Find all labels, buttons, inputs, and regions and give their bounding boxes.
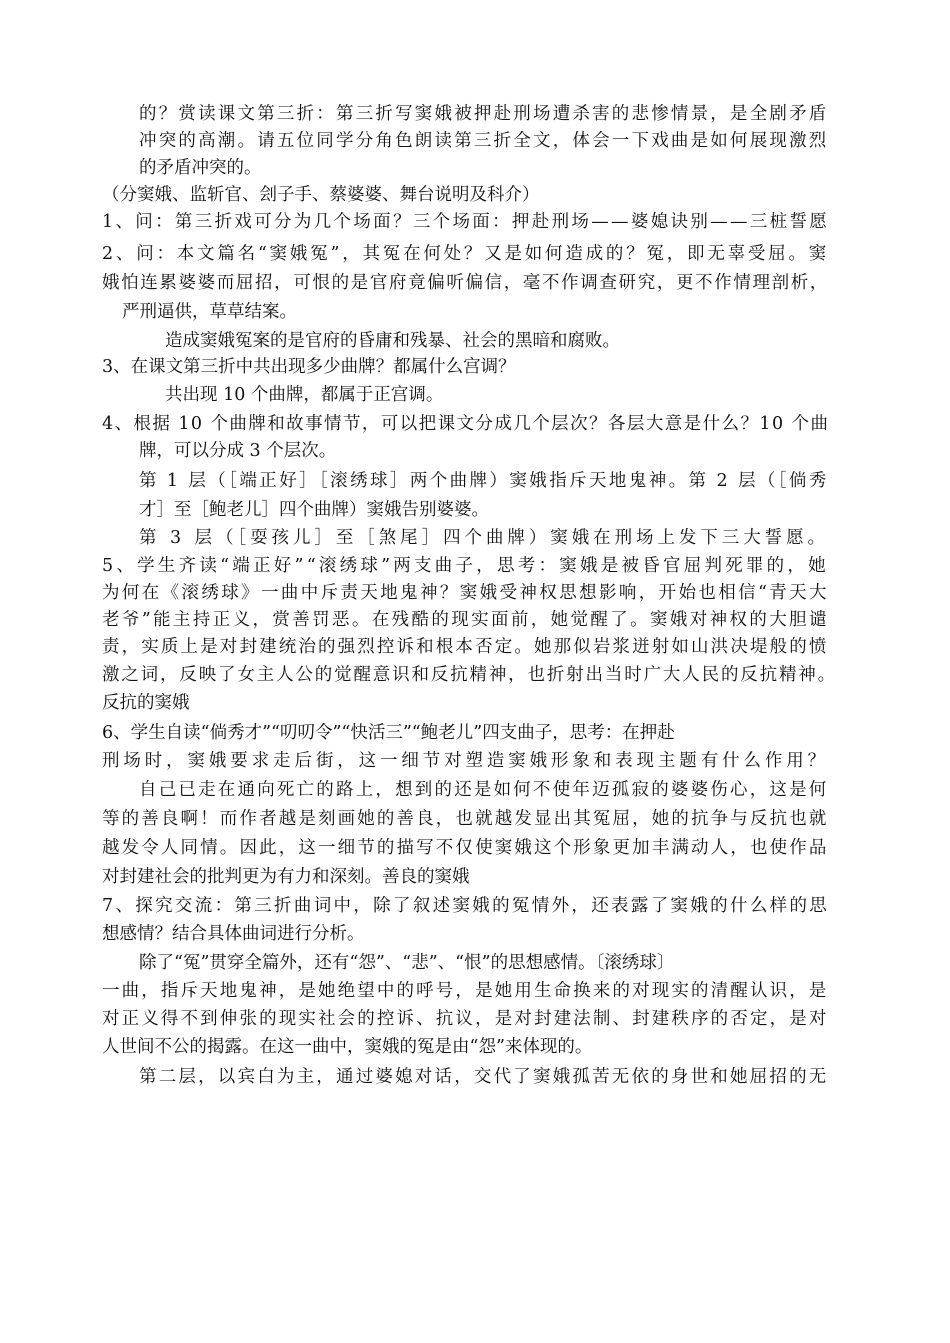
text-line: 对封建社会的批判更为有力和深刻。善良的窦娥 (102, 867, 470, 887)
text-line: 第 3 层（［耍孩儿］至［煞尾］四个曲牌）窦娥在刑场上发下三大誓愿。 (139, 528, 830, 548)
text-line: 等的善良啊！而作者越是刻画她的善良，也就越发显出其冤屈，她的抗争与反抗也就 (102, 809, 829, 829)
text-line: 才］至［鲍老儿］四个曲牌）窦娥告别婆婆。 (139, 500, 489, 520)
text-line: （分窦娥、监斩官、刽子手、蔡婆婆、舞台说明及科介） (102, 185, 540, 205)
text-line: 牌，可以分成 3 个层次。 (139, 441, 337, 461)
text-line: 共出现 10 个曲牌，都属于正宫调。 (165, 385, 444, 405)
text-line: 第 1 层（［端正好］［滚绣球］两个曲牌）窦娥指斥天地鬼神。第 2 层（［倘秀 (139, 471, 829, 491)
text-line: 老爷”能主持正义，赏善罚恶。在残酷的现实面前，她觉醒了。窦娥对神权的大胆谴 (102, 610, 829, 630)
text-line: 反抗的窦娥 (102, 693, 190, 713)
text-line: 4、根据 10 个曲牌和故事情节，可以把课文分成几个层次？各层大意是什么？10 个曲 (102, 414, 830, 434)
text-line: 造成窦娥冤案的是官府的昏庸和残暴、社会的黑暗和腐败。 (165, 331, 620, 351)
text-line: 人世间不公的揭露。在这一曲中，窦娥的冤是由“怨”来体现的。 (102, 1037, 593, 1057)
text-line: 为何在《滚绣球》一曲中斥责天地鬼神？窦娥受神权思想影响，开始也相信“青天大 (102, 583, 829, 603)
text-line: 娥怕连累婆婆而屈招，可恨的是官府竟偏听偏信，毫不作调查研究，更不作情理剖析， (102, 273, 830, 293)
text-line: 责，实质上是对封建统治的强烈控诉和根本否定。她那似岩浆迸射如山洪决堤般的愤 (102, 637, 829, 657)
text-line: 越发令人同情。因此，这一细节的描写不仅使窦娥这个形象更加丰满动人，也使作品 (102, 838, 829, 858)
text-line: 6、学生自读“倘秀才”“叨叨令”“快活三”“鲍老儿”四支曲子，思考：在押赴 (102, 723, 675, 743)
text-line: 5、学生齐读“端正好”“滚绣球”两支曲子，思考：窦娥是被昏官屈判死罪的，她 (102, 556, 829, 576)
text-line: 7、探究交流：第三折曲词中，除了叙述窦娥的冤情外，还表露了窦娥的什么样的思 (102, 896, 830, 916)
text-line: 刑场时，窦娥要求走后街，这一细节对塑造窦娥形象和表现主题有什么作用？ (102, 751, 829, 771)
text-line: 的矛盾冲突的。 (139, 158, 262, 178)
text-line: 第二层，以宾白为主，通过婆媳对话，交代了窦娥孤苦无依的身世和她屈招的无 (139, 1067, 829, 1087)
text-line: 2、问：本文篇名“窦娥冤”，其冤在何处？又是如何造成的？冤，即无辜受屈。窦 (102, 244, 830, 264)
text-line: 对正义得不到伸张的现实社会的控诉、抗议，是对封建法制、封建秩序的否定，是对 (102, 1009, 829, 1029)
text-line: 冲突的高潮。请五位同学分角色朗读第三折全文，体会一下戏曲是如何展现激烈 (139, 131, 829, 151)
text-line: 严刑逼供，草草结案。 (122, 302, 297, 322)
text-line: 自己已走在通向死亡的路上，想到的还是如何不使年迈孤寂的婆婆伤心，这是何 (139, 780, 829, 800)
text-line: 除了“冤”贯穿全篇外，还有“怨”、“悲”、“恨”的思想感情。〔滚绣球〕 (139, 953, 675, 973)
text-line: 一曲，指斥天地鬼神，是她绝望中的呼号，是她用生命换来的对现实的清醒认识，是 (102, 981, 829, 1001)
text-line: 1、问：第三折戏可分为几个场面？三个场面：押赴刑场——婆媳诀别——三桩誓愿 (102, 212, 830, 232)
text-line: 3、在课文第三折中共出现多少曲牌？都属什么宫调？ (102, 357, 516, 377)
text-line: 激之词，反映了女主人公的觉醒意识和反抗精神，也折射出当时广大人民的反抗精神。 (102, 665, 837, 685)
text-line: 的？赏读课文第三折：第三折写窦娥被押赴刑场遭杀害的悲惨情景，是全剧矛盾 (139, 104, 829, 124)
text-line: 想感情？结合具体曲词进行分析。 (102, 924, 365, 944)
